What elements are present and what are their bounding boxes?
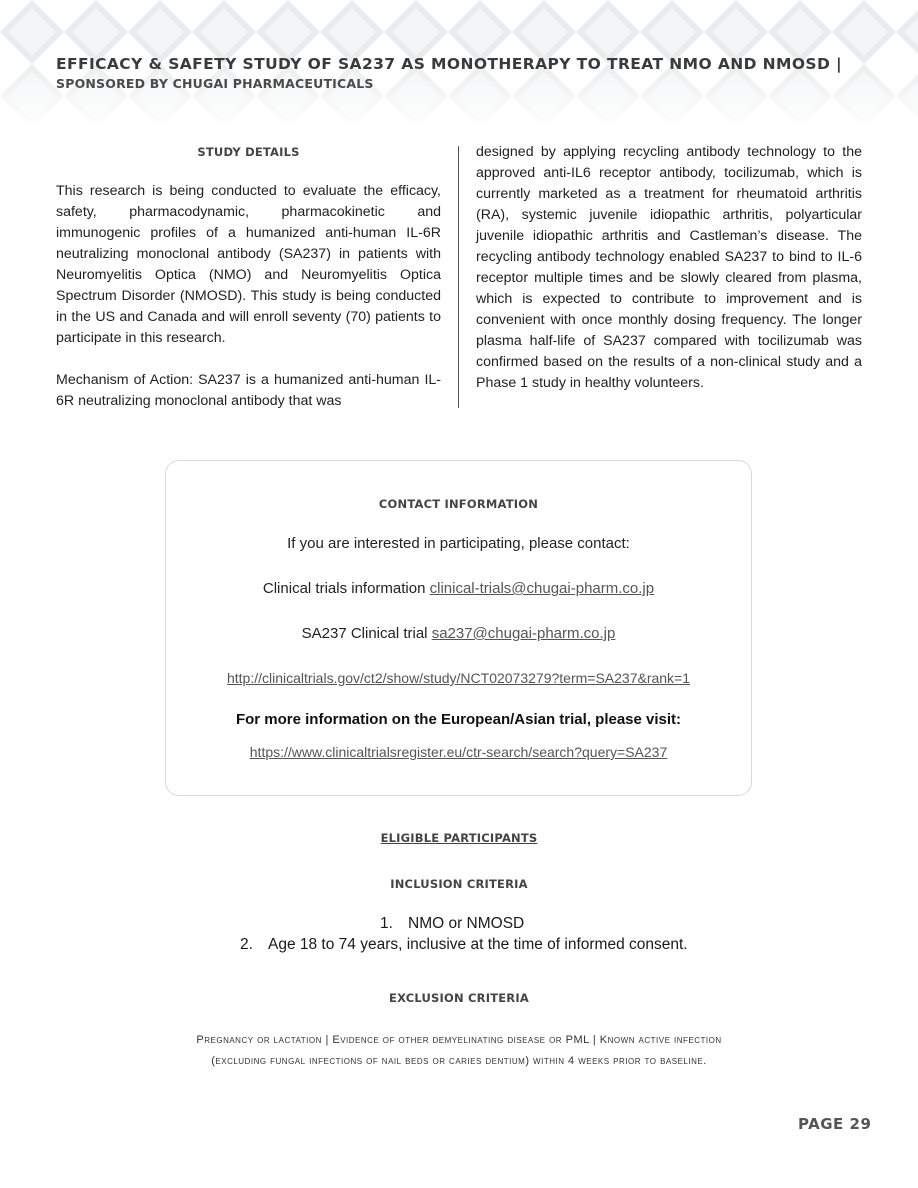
clinical-trials-email-link[interactable]: clinical-trials@chugai-pharm.co.jp (429, 580, 655, 597)
study-description-paragraph: This research is being conducted to evaluate the efficacy, safety, pharmacodynamic, pharmacokinetic and immunogenic profiles of a humanized anti-human IL-6R neutralizing monoclonal antibody (SA237) in patients with Neuromyelitis Optica (NMO) and Neuromyelitis Optica Spectrum Disorder (NMOSD). This study is being conducted in the US and Canada and will enroll seventy (70) patients to participate in this research. (56, 183, 441, 346)
exclusion-criteria-line: (excluding fungal infections of nail beds or caries dentium) within 4 weeks prior to baseline. (211, 1055, 707, 1067)
inclusion-text: Age 18 to 74 years, inclusive at the time of informed consent. (268, 936, 688, 953)
eligible-participants-heading: ELIGIBLE PARTICIPANTS (380, 831, 538, 845)
inclusion-text: NMO or NMOSD (408, 915, 525, 932)
page-subtitle: SPONSORED BY CHUGAI PHARMACEUTICALS (56, 76, 374, 91)
exclusion-criteria-line: Pregnancy or lactation | Evidence of other demyelinating disease or PML | Known active infection (196, 1034, 722, 1046)
eu-trial-url-link[interactable]: https://www.clinicaltrialsregister.eu/ctr-search/search?query=SA237 (249, 744, 668, 760)
us-trial-row (166, 670, 751, 686)
inclusion-item (240, 936, 688, 954)
eu-trial-row (166, 744, 751, 760)
study-details-heading: STUDY DETAILS (197, 145, 300, 159)
eu-trial-heading: For more information on the European/Asian trial, please visit: (235, 711, 682, 728)
sa237-label: SA237 Clinical trial (301, 625, 432, 642)
study-details-right-column (476, 142, 862, 415)
inclusion-criteria-heading: INCLUSION CRITERIA (390, 877, 528, 891)
mechanism-paragraph-start: Mechanism of Action: SA237 is a humanized anti-human IL-6R neutralizing monoclonal antibody that was (56, 372, 441, 409)
column-divider (458, 146, 459, 408)
us-trial-url-link[interactable]: http://clinicaltrials.gov/ct2/show/study/NCT02073279?term=SA237&rank=1 (226, 670, 691, 686)
clinical-trials-contact (166, 580, 751, 597)
page-number: PAGE 29 (798, 1115, 872, 1133)
inclusion-number: 2. (240, 936, 253, 953)
exclusion-criteria-heading: EXCLUSION CRITERIA (389, 991, 529, 1005)
mechanism-paragraph-continued: designed by applying recycling antibody technology to the approved anti-IL6 receptor antibody, tocilizumab, which is currently marketed as a treatment for rheumatoid arthritis (RA), systemic juvenile idiopathic arthritis, polyarticular juvenile idiopathic arthritis and Castleman’s disease. The recycling antibody technology enabled SA237 to bind to IL-6 receptor multiple times and be slowly cleared from plasma, which is expected to contribute to improvement and is convenient with once monthly dosing frequency. The longer plasma half-life of SA237 compared with tocilizumab was confirmed based on the results of a non-clinical study and a Phase 1 study in healthy volunteers. (476, 144, 862, 391)
sa237-email-link[interactable]: sa237@chugai-pharm.co.jp (431, 625, 616, 642)
study-details-left-column (56, 142, 441, 433)
clinical-trials-label: Clinical trials information (262, 580, 430, 597)
contact-heading: CONTACT INFORMATION (378, 497, 539, 511)
sa237-contact (166, 625, 751, 642)
inclusion-item (380, 915, 524, 933)
page-title: EFFICACY & SAFETY STUDY OF SA237 AS MONOTHERAPY TO TREAT NMO AND NMOSD | (56, 55, 843, 73)
inclusion-number: 1. (380, 915, 393, 932)
contact-information-box (165, 460, 752, 796)
contact-intro: If you are interested in participating, please contact: (287, 535, 630, 552)
